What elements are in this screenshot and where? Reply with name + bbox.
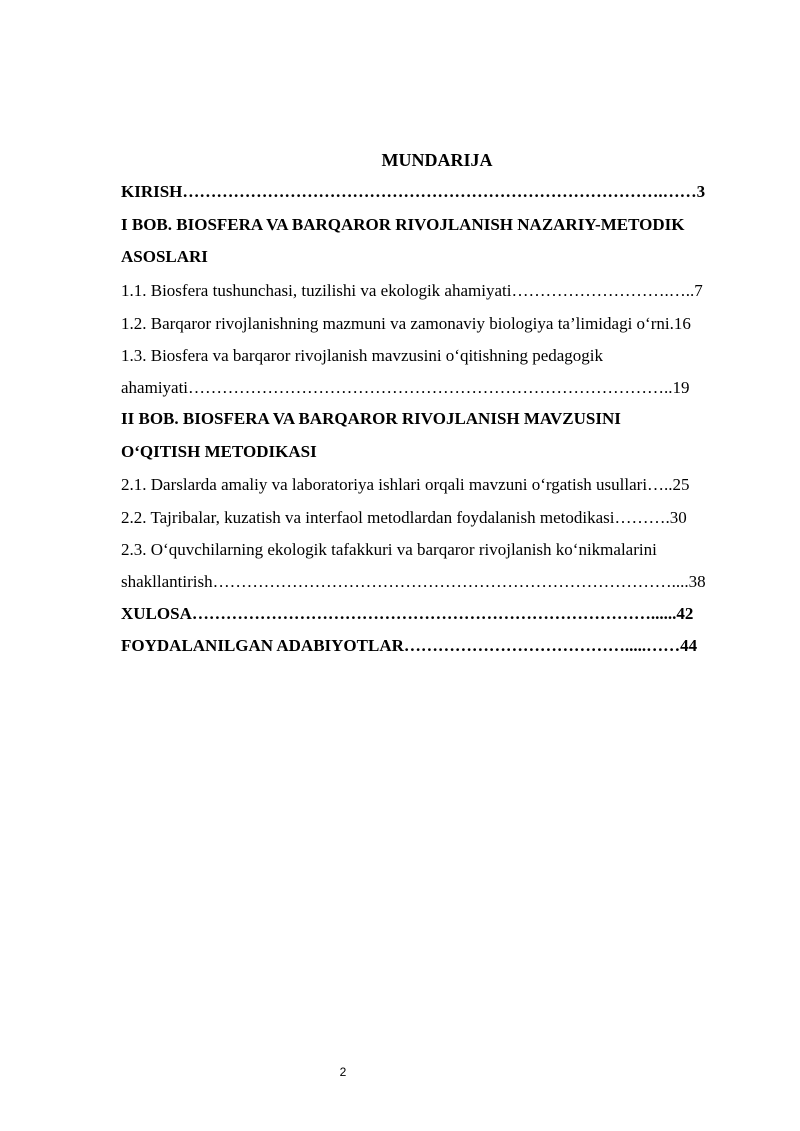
toc-chapter-1-line-1: I BOB. BIOSFERA VA BARQAROR RIVOJLANISH NAZARIY-METODIK xyxy=(121,215,685,234)
toc-chapter-2-line-2: O‘QITISH METODIKASI xyxy=(121,442,317,461)
toc-section-1-1: 1.1. Biosfera tushunchasi, tuzilishi va ekologik ahamiyati……………………….…..7 xyxy=(121,281,703,300)
toc-entry-kirish: KIRISH………………………………………………………………………….……3 xyxy=(121,182,706,201)
page-number: 2 xyxy=(339,1065,347,1079)
toc-entry-adabiyotlar: FOYDALANILGAN ADABIYOTLAR………………………………….....……44 xyxy=(121,636,698,655)
toc-section-1-3-line-1: 1.3. Biosfera va barqaror rivojlanish mavzusini o‘qitishning pedagogik xyxy=(121,346,604,365)
toc-section-1-3-line-2: ahamiyati…………………………………………………………………………..19 xyxy=(121,378,690,397)
toc-section-1-2: 1.2. Barqaror rivojlanishning mazmuni va zamonaviy biologiya ta’limidagi o‘rni.16 xyxy=(121,314,691,333)
toc-chapter-2-line-1: II BOB. BIOSFERA VA BARQAROR RIVOJLANISH MAVZUSINI xyxy=(121,409,621,428)
toc-section-2-3-line-1: 2.3. O‘quvchilarning ekologik tafakkuri va barqaror rivojlanish ko‘nikmalarini xyxy=(121,540,657,559)
toc-section-2-1: 2.1. Darslarda amaliy va laboratoriya ishlari orqali mavzuni o‘rgatish usullari…..25 xyxy=(121,475,690,494)
toc-entry-xulosa: XULOSA………………………………………………………………………......42 xyxy=(121,604,694,623)
toc-chapter-1-line-2: ASOSLARI xyxy=(121,247,208,266)
toc-section-2-3-line-2: shakllantirish………………………………………………………………………....38 xyxy=(121,572,706,591)
toc-section-2-2: 2.2. Tajribalar, kuzatish va interfaol metodlardan foydalanish metodikasi……….30 xyxy=(121,508,687,527)
page-title: MUNDARIJA xyxy=(381,150,493,170)
